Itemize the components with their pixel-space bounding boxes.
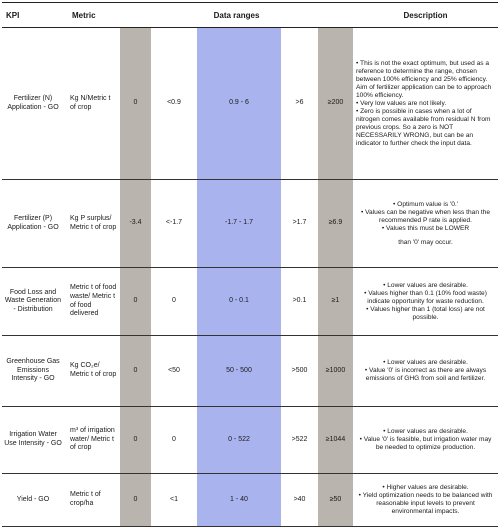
kpi-cell: Yield - GO [2,474,64,527]
kpi-table [2,2,498,527]
range-cell: 0 - 0.1 [197,268,281,336]
description-line: • Values can be negative when less than the recommended P rate is applied. [361,208,491,224]
range-cell: >500 [281,336,318,407]
description-line: • Higher values are desirable. [382,484,469,491]
range-cell: >522 [281,407,318,474]
range-cell: >6 [281,28,318,180]
range-cell: 0 [120,474,151,527]
description-cell [353,407,498,474]
range-cell: -3.4 [120,180,151,268]
table-row [2,268,498,336]
metric-cell: Metric t of crop/ha [64,474,120,527]
description-line: • Yield optimization needs to be balanced with reasonable input levels to prevent environmental impacts. [358,492,493,515]
header-data-ranges: Data ranges [120,3,353,28]
description-line: • Values higher than 1 (total loss) are not possible. [366,305,485,321]
range-cell: <50 [151,336,197,407]
range-cell: ≥1000 [318,336,353,407]
description-cell [353,180,498,268]
range-cell: >40 [281,474,318,527]
description-cell [353,336,498,407]
header-description: Description [353,3,498,28]
table-row [2,407,498,474]
description-line: • Very low values are not likely. [356,99,447,107]
range-cell: ≥50 [318,474,353,527]
metric-cell: Metric t of food waste/ Metric t of food delivered [64,268,120,336]
range-cell: 0 [120,336,151,407]
metric-cell: Kg P surplus/ Metric t of crop [64,180,120,268]
range-cell: 1 - 40 [197,474,281,527]
table-row [2,474,498,527]
description-line: than '0' may occur. [398,238,453,246]
kpi-cell: Food Loss and Waste Generation - Distribution [2,268,64,336]
kpi-cell: Irrigation Water Use Intensity - GO [2,407,64,474]
kpi-cell: Fertilizer (P) Application - GO [2,180,64,268]
range-cell: ≥1044 [318,407,353,474]
range-cell: >0.1 [281,268,318,336]
range-cell: 0 [120,28,151,180]
description-line: • Value '0' is incorrect as there are always emissions of GHG from soil and fertilizer. [364,367,487,382]
description-line: • This is not the exact optimum, but used as a reference to determine the range, chosen between 100% efficiency and 25% efficiency. Aim of fertilizer application can be to approach 100% efficiency. [356,59,492,99]
header-row [2,3,498,28]
range-cell: 0 [151,268,197,336]
range-cell: 0 - 522 [197,407,281,474]
range-cell: 50 - 500 [197,336,281,407]
range-cell: <-1.7 [151,180,197,268]
table-row [2,336,498,407]
range-cell: 0 [151,407,197,474]
table-row [2,28,498,180]
description-line: • Optimum value is '0.' [393,200,458,208]
description-line: • Lower values are desirable. [383,428,468,435]
description-line: • Zero is possible in cases when a lot of nitrogen comes available from residual N from previous crops. So a zero is NOT NECESSARILY WRONG, but can be an indicator to further check the input data. [356,107,491,147]
description-line: • Lower values are desirable. [383,281,468,289]
range-cell: ≥200 [318,28,353,180]
metric-cell: Kg N/Metric t of crop [64,28,120,180]
metric-cell: m³ of irrigation water/ Metric t of crop [64,407,120,474]
range-cell: <0.9 [151,28,197,180]
description-line: • Values higher than 0.1 (10% food waste) indicate opportunity for waste reduction. [364,289,487,305]
description-cell [353,474,498,527]
range-cell: ≥1 [318,268,353,336]
range-cell: >1.7 [281,180,318,268]
range-cell: -1.7 - 1.7 [197,180,281,268]
description-cell [353,268,498,336]
kpi-cell: Greenhouse Gas Emissions Intensity - GO [2,336,64,407]
header-kpi: KPI [2,3,64,28]
range-cell: 0 [120,268,151,336]
range-cell: ≥6.9 [318,180,353,268]
range-cell: 0.9 - 6 [197,28,281,180]
header-metric: Metric [64,3,120,28]
description-line: • Values this must be LOWER [381,224,470,232]
description-line: • Value '0' is feasible, but irrigation water may be needed to optimize production. [359,436,492,451]
metric-cell: Kg CO₂e/ Metric t of crop [64,336,120,407]
range-cell: <1 [151,474,197,527]
range-cell: 0 [120,407,151,474]
table-row [2,180,498,268]
description-cell [353,28,498,180]
description-line: • Lower values are desirable. [383,359,468,366]
kpi-cell: Fertilizer (N) Application - GO [2,28,64,180]
